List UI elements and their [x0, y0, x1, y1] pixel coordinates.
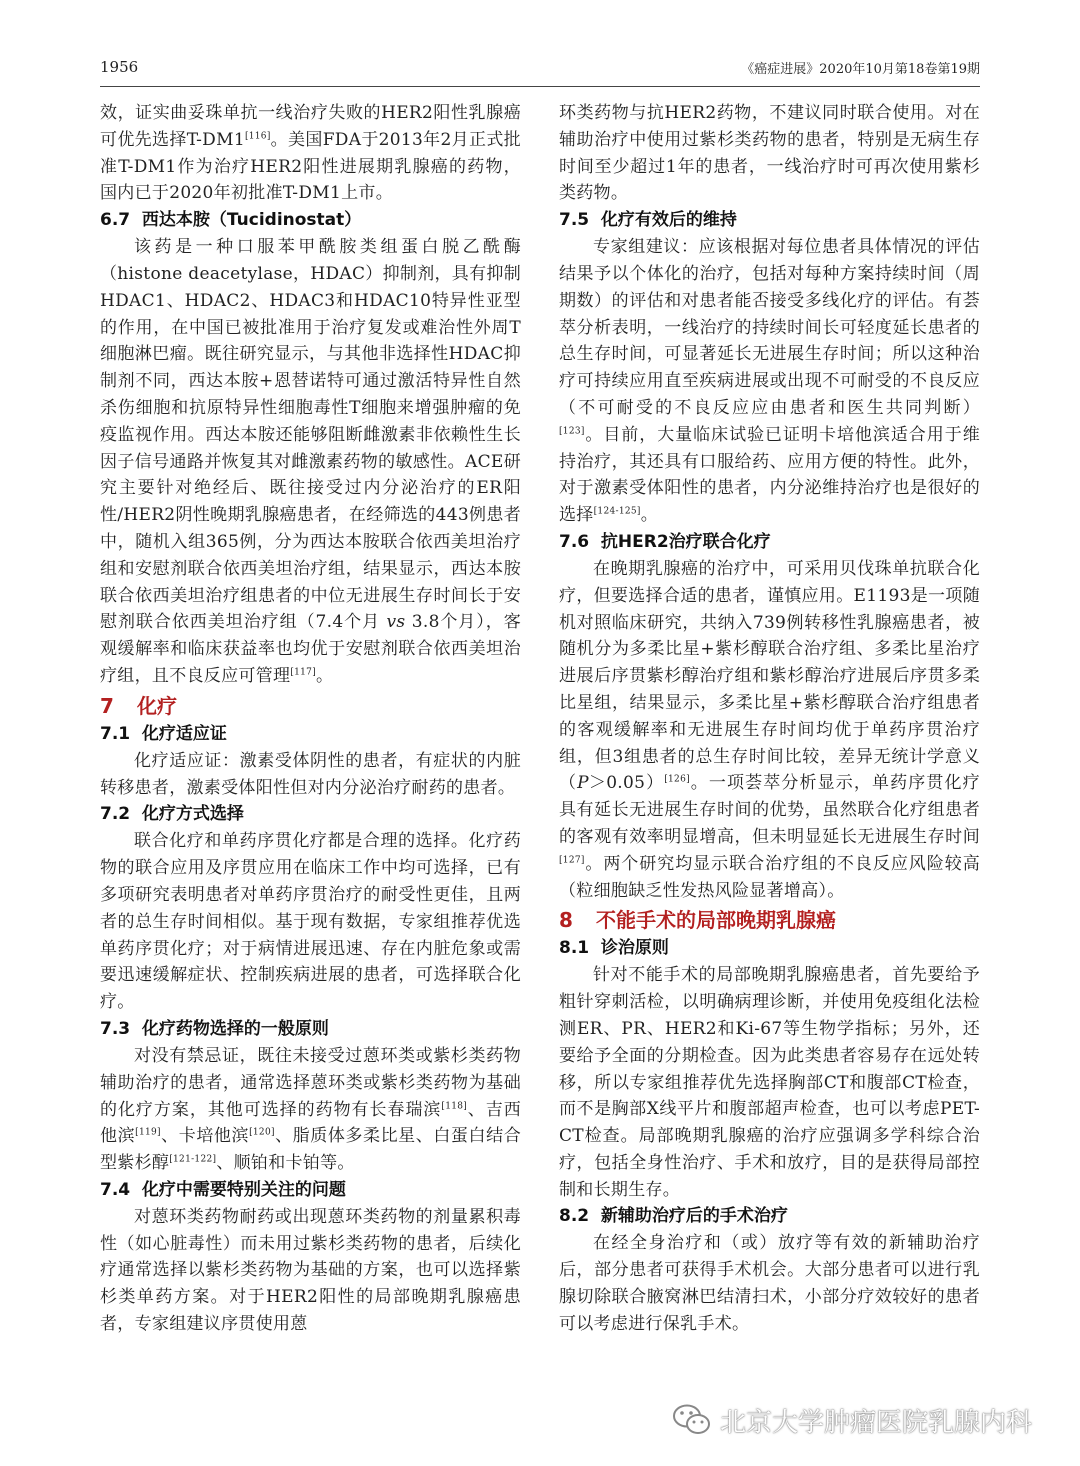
section-heading-6-7: 6.7 西达本胺（Tucidinostat） [100, 210, 362, 231]
citation[interactable]: [123] [559, 426, 585, 437]
section-heading-7: 7 化疗 [100, 693, 177, 718]
citation[interactable]: [116] [244, 131, 271, 142]
section-heading-7-6: 7.6 抗HER2治疗联合化疗 [559, 531, 771, 552]
watermark-text: 北京大学肿瘤医院乳腺内科 [720, 1407, 1033, 1438]
page-number: 1956 [100, 58, 139, 76]
citation[interactable]: [121-122] [169, 1154, 217, 1165]
section-heading-7-2: 7.2 化疗方式选择 [100, 804, 244, 825]
journal-info: 《癌症进展》2020年10月第18卷第19期 [741, 62, 980, 77]
wechat-icon [672, 1403, 712, 1437]
paragraph: 在晚期乳腺癌的治疗中，可采用贝伐珠单抗联合化疗，但要选择合适的患者，谨慎应用。E1193是一项随机对照临床研究，共纳入739例转移性乳腺癌患者，被随机分为多柔比星+紫杉醇联合治疗组、多柔比星治疗进展后序贯紫杉醇治疗组和紫杉醇治疗进展后序贯多柔比星组，结果显示，多柔比星+紫杉醇联合治疗组患者的客观缓解率和无进展生存时间均优于单药序贯治疗组，但3组患者的总生存时间比较，差异无统计学意义（P＞0.05）[126]。一项荟萃分析显示，单药序贯化疗具有延长无进展生存时间的优势，虽然联合化疗组患者的客观有效率明显增高，但未明显延长无进展生存时间[127]。两个研究均显示联合治疗组的不良反应风险较高（粒细胞缺乏性发热风险显著增高）。 [559, 558, 980, 901]
citation[interactable]: [126] [664, 774, 690, 785]
paragraph: 对蒽环类药物耐药或出现蒽环类药物的剂量累积毒性（如心脏毒性）而未用过紫杉类药物的患者，后续化疗通常选择以紫杉类药物为基础的方案，也可以选择紫杉类单药方案。对于HER2阳性的局部晚期乳腺癌患者，专家组建议序贯使用蒽 [100, 1206, 521, 1335]
paragraph: 联合化疗和单药序贯化疗都是合理的选择。化疗药物的联合应用及序贯应用在临床工作中均可选择，已有多项研究表明患者对单药序贯治疗的耐受性更佳，且两者的总生存时间相似。基于现有数据，专家组推荐优选单药序贯化疗；对于病情进展迅速、存在内脏危象或需要迅速缓解症状、控制疾病进展的患者，可选择联合化疗。 [100, 831, 521, 1013]
paragraph: 对没有禁忌证，既往未接受过蒽环类或紫杉类药物辅助治疗的患者，通常选择蒽环类或紫杉类药物为基础的化疗方案，其他可选择的药物有长春瑞滨[118]、吉西他滨[119]、卡培他滨[120]、脂质体多柔比星、白蛋白结合型紫杉醇[121-122]、顺铂和卡铂等。 [100, 1045, 521, 1174]
left-column [100, 100, 521, 1338]
paragraph: 环类药物与抗HER2药物，不建议同时联合使用。对在辅助治疗中使用过紫杉类药物的患者，特别是无病生存时间至少超过1年的患者，一线治疗时可再次使用紫杉类药物。 [559, 103, 980, 204]
header-rule [100, 86, 980, 87]
paragraph: 化疗适应证：激素受体阴性的患者，有症状的内脏转移患者，激素受体阳性但对内分泌治疗耐药的患者。 [100, 750, 521, 798]
section-heading-8-2: 8.2 新辅助治疗后的手术治疗 [559, 1206, 788, 1227]
paragraph: 效，证实曲妥珠单抗一线治疗失败的HER2阳性乳腺癌可优先选择T-DM1[116]。美国FDA于2013年2月正式批准T-DM1作为治疗HER2阳性进展期乳腺癌的药物，国内已于2020年初批准T-DM1上市。 [100, 103, 521, 204]
citation[interactable]: [117] [290, 667, 317, 678]
watermark [672, 1402, 1032, 1438]
page-header [100, 58, 980, 88]
paragraph: 专家组建议：应该根据对每位患者具体情况的评估结果予以个体化的治疗，包括对每种方案持续时间（周期数）的评估和对患者能否接受多线化疗的评估。有荟萃分析表明，一线治疗的持续时间长可轻度延长患者的总生存时间，可显著延长无进展生存时间；所以这种治疗可持续应用直至疾病进展或出现不可耐受的不良反应（不可耐受的不良反应应由患者和医生共同判断）[123]。目前，大量临床试验已证明卡培他滨适合用于维持治疗，其还具有口服给药、应用方便的特性。此外，对于激素受体阳性的患者，内分泌维持治疗也是很好的选择[124-125]。 [559, 237, 980, 526]
citation[interactable]: [124-125] [593, 506, 641, 517]
section-heading-7-5: 7.5 化疗有效后的维持 [559, 210, 737, 231]
section-heading-7-3: 7.3 化疗药物选择的一般原则 [100, 1018, 329, 1039]
citation[interactable]: [120] [249, 1127, 275, 1138]
right-column [559, 100, 980, 1338]
section-heading-7-4: 7.4 化疗中需要特别关注的问题 [100, 1179, 346, 1200]
section-heading-8: 8 不能手术的局部晚期乳腺癌 [559, 908, 836, 933]
section-heading-8-1: 8.1 诊治原则 [559, 938, 669, 959]
paragraph: 该药是一种口服苯甲酰胺类组蛋白脱乙酰酶（histone deacetylase，HDAC）抑制剂，具有抑制HDAC1、HDAC2、HDAC3和HDAC10特异性亚型的作用，在中国已被批准用于治疗复发或难治性外周T细胞淋巴瘤。既往研究显示，与其他非选择性HDAC抑制剂不同，西达本胺+恩替诺特可通过激活特异性自然杀伤细胞和抗原特异性细胞毒性T细胞来增强肿瘤的免疫监视作用。西达本胺还能够阻断雌激素非依赖性生长因子信号通路并恢复其对雌激素药物的敏感性。ACE研究主要针对绝经后、既往接受过内分泌治疗的ER阳性/HER2阴性晚期乳腺癌患者，在经筛选的443例患者中，随机入组365例，分为西达本胺联合依西美坦治疗组和安慰剂联合依西美坦治疗组，结果显示，西达本胺联合依西美坦治疗组患者的中位无进展生存时间长于安慰剂联合依西美坦治疗组（7.4个月 vs 3.8个月），客观缓解率和临床获益率也均优于安慰剂联合依西美坦治疗组，且不良反应可管理[117]。 [100, 237, 521, 686]
citation[interactable]: [119] [135, 1127, 161, 1138]
citation[interactable]: [118] [441, 1100, 468, 1111]
paragraph: 在经全身治疗和（或）放疗等有效的新辅助治疗后，部分患者可获得手术机会。大部分患者可以进行乳腺切除联合腋窝淋巴结清扫术，小部分疗效较好的患者可以考虑进行保乳手术。 [559, 1233, 980, 1334]
section-heading-7-1: 7.1 化疗适应证 [100, 723, 227, 744]
paragraph: 针对不能手术的局部晚期乳腺癌患者，首先要给予粗针穿刺活检，以明确病理诊断，并使用免疫组化法检测ER、PR、HER2和Ki-67等生物学指标；另外，还要给予全面的分期检查。因为此类患者容易存在远处转移，所以专家组推荐优先选择胸部CT和腹部CT检查，而不是胸部X线平片和腹部超声检查，也可以考虑PET-CT检查。局部晚期乳腺癌的治疗应强调多学科综合治疗，包括全身性治疗、手术和放疗，目的是获得局部控制和长期生存。 [559, 965, 980, 1200]
citation[interactable]: [127] [559, 855, 585, 866]
